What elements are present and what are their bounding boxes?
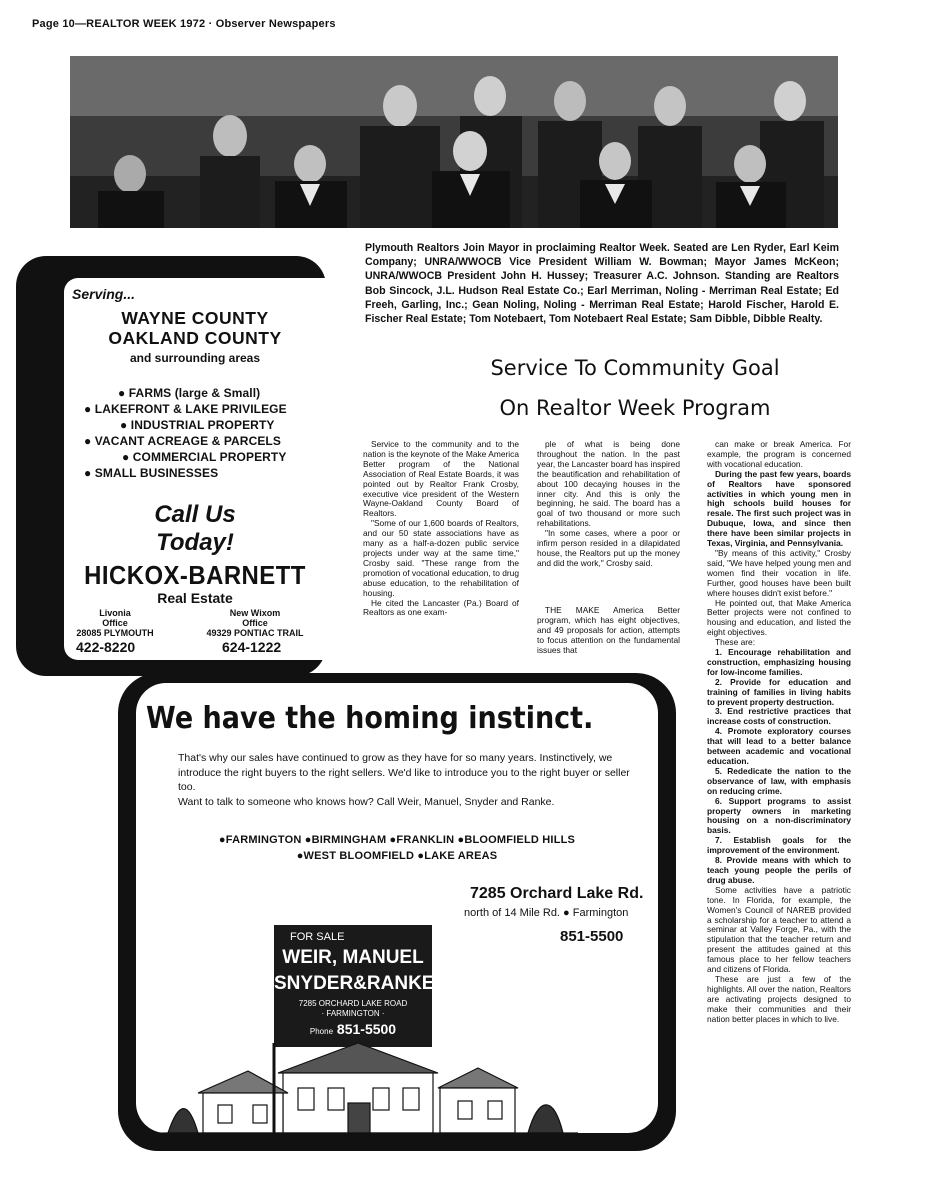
office-livonia-phone: 422-8220 — [76, 639, 136, 655]
photo-caption: Plymouth Realtors Join Mayor in proclaiming Realtor Week. Seated are Len Ryder, Earl Keim Company; UNRA/WWOCB Vice President William W. Bowman; Mayor James McKeon; UNRA/WWOCB President John H. Hussey; Treasurer A.C. Johnson. Standing are Realtors Bob Sincock, J.L. Hudson Real Estate Co.; Earl Merriman, Noling - Merriman Real Estate; Ed Freeh, Garling, Inc.; Gean Noling, Noling - Merriman Real Estate; Harold Fischer, Harold E. Fischer Real Estate; Tom Notebaert, Tom Notebaert Real Estate; Sam Dibble, Dibble Realty. — [365, 242, 839, 326]
ad-serving-label: Serving... — [72, 286, 136, 302]
paragraph: These are: — [715, 637, 756, 648]
paragraph: "Some of our 1,600 boards of Realtors, and our 50 state associations have as many as a half-a-dozen public service projects under way at the same time," Crosby said. "These range from the promotion of vocational education, to drug abuse education, to the rehabilitation of housing. — [363, 518, 519, 598]
article-column-1 — [363, 440, 519, 618]
sign-phone-label: Phone — [309, 1027, 334, 1036]
ad-list-item: ● COMMERCIAL PROPERTY — [122, 450, 287, 464]
sign-line-2: SNYDER&RANKE — [274, 973, 435, 994]
office-address: 49329 PONTIAC TRAIL — [206, 628, 304, 638]
sign-for-sale: FOR SALE — [290, 931, 345, 943]
objective-item: 7. Establish goals for the improvement of the environment. — [707, 835, 851, 856]
office-label: Office — [242, 618, 268, 628]
ad-body-text-2: Want to talk to someone who knows how? Call Weir, Manuel, Snyder and Ranke. — [178, 795, 555, 808]
hickox-barnett-ad — [16, 256, 326, 676]
article-headline-line2: On Realtor Week Program — [499, 396, 771, 420]
office-livonia — [76, 608, 154, 638]
objective-item: 3. End restrictive practices that increase costs of construction. — [707, 706, 851, 727]
office-label: Office — [102, 618, 128, 628]
ad-real-estate: Real Estate — [157, 590, 233, 606]
ad-address-note: north of 14 Mile Rd. ● Farmington — [464, 907, 629, 919]
ad-surrounding: and surrounding areas — [129, 351, 261, 365]
ad-cities-line-1: ●FARMINGTON ●BIRMINGHAM ●FRANKLIN ●BLOOMFIELD HILLS — [218, 834, 576, 846]
sign-address-1: 7285 ORCHARD LAKE ROAD — [298, 999, 408, 1008]
sign-phone-line — [274, 1021, 432, 1037]
ad-call-us: Call Us — [154, 501, 236, 528]
paragraph: During the past few years, boards of Realtors have sponsored activities in which young men in high schools build houses for resale. The first such project was in Dubuque, Iowa, and since then there have been similar projects in Texas, Virginia, and Pennsylvania. — [707, 468, 851, 549]
office-name: New Wixom — [229, 608, 281, 618]
ad-address: 7285 Orchard Lake Rd. — [470, 885, 644, 902]
masthead: Page 10—REALTOR WEEK 1972 · Observer Newspapers — [32, 18, 336, 30]
objective-item: 8. Provide means with which to teach young people the perils of drug abuse. — [707, 855, 851, 885]
weir-manuel-ad — [118, 673, 676, 1151]
ad-list-item: ● LAKEFRONT & LAKE PRIVILEGE — [84, 402, 287, 416]
office-name: Livonia — [99, 608, 131, 618]
ad-panel — [136, 683, 658, 1133]
ad-brand-name: HICKOX-BARNETT — [84, 560, 306, 590]
paragraph: can make or break America. For example, the program is concerned with vocational education. — [707, 439, 851, 469]
objective-item: 4. Promote exploratory courses that will lead to a better balance between academic and vocational education. — [707, 726, 851, 766]
ad-list-item: ● FARMS (large & Small) — [118, 386, 261, 400]
office-address: 28085 PLYMOUTH — [76, 628, 154, 638]
ad-list-item: ● VACANT ACREAGE & PARCELS — [84, 434, 281, 448]
ad-today: Today! — [156, 529, 234, 556]
paragraph: THE MAKE America Better program, which has eight objectives, and 49 proposals for action, attempts to focus attention on the fundamental issues that — [537, 605, 680, 655]
ad-body-text: That's why our sales have continued to grow as they have for so many years. Instinctively, we introduce the right buyers to the right sellers. We'd like to introduce you to the right buyer or seller too. — [178, 752, 630, 793]
sign-line-1: WEIR, MANUEL — [282, 947, 424, 968]
office-new-wixom — [196, 608, 314, 638]
ad-county-2: OAKLAND COUNTY — [108, 328, 282, 348]
group-photo — [70, 56, 838, 228]
ad-county-1: WAYNE COUNTY — [121, 308, 269, 328]
paragraph: He pointed out, that Make America Better projects were not confined to housing and education, and listed the eight objectives. — [707, 597, 851, 638]
article-headline-line1: Service To Community Goal — [490, 356, 780, 380]
ad-panel — [64, 278, 326, 660]
sign-address-2: · FARMINGTON · — [321, 1009, 385, 1018]
article-column-3 — [707, 440, 851, 1024]
ad-body — [178, 751, 638, 809]
ad-list-item: ● INDUSTRIAL PROPERTY — [120, 418, 275, 432]
for-sale-sign — [274, 925, 435, 1047]
office-wixom-phone: 624-1222 — [222, 639, 282, 655]
ad-headline: We have the homing instinct. — [146, 701, 594, 736]
paragraph: He cited the Lancaster (Pa.) Board of Realtors as one exam- — [363, 597, 519, 618]
ad-list-item: ● SMALL BUSINESSES — [84, 466, 219, 480]
paragraph: "In some cases, where a poor or infirm person resided in a dilapidated house, the Realtors put up the money and did the work," Crosby said. — [537, 528, 680, 568]
ad-phone: 851-5500 — [560, 928, 624, 945]
objective-item: 1. Encourage rehabilitation and construction, emphasizing housing for low-income families. — [707, 647, 851, 677]
paragraph: Service to the community and to the nation is the keynote of the Make America Better program of the National Association of Real Estate Boards, it was pointed out by Realtor Frank Crosby, executive vice president of the Western Wayne-Oakland County Board of Realtors. — [363, 439, 519, 519]
ad-cities-line-2: ●WEST BLOOMFIELD ●LAKE AREAS — [296, 850, 498, 862]
photo-illustration — [70, 56, 838, 228]
paragraph: Some activities have a patriotic tone. In Florida, for example, the Women's Council of NAREB provided a scholarship for a teacher to attend a seminar at Valley Forge, Pa., with the stipulation that the teacher return and present the attitudes gained at this famous place to her fellow teachers and citizens of Florida. — [707, 884, 851, 975]
paragraph: These are just a few of the highlights. All over the nation, Realtors are activating projects designed to make their communities and their nation better places in which to live. — [707, 973, 851, 1024]
paragraph: ple of what is being done throughout the nation. In the past year, the Lancaster board has inspired the beautification and rehabilitation of about 100 decaying houses in the inner city. And this is only the beginning, he said. The board has a goal of two thousand or more such rehabilitations. — [537, 439, 680, 529]
paragraph: "By means of this activity," Crosby said, "We have helped young men and women find their vocation in life. Further, good houses have been built where houses didn't exist before." — [707, 547, 851, 598]
article-column-2 — [537, 440, 680, 569]
objective-item: 2. Provide for education and training of families in living habits to prevent property destruction. — [707, 676, 851, 707]
sign-phone: 851-5500 — [336, 1021, 397, 1037]
article-column-2-continued — [537, 606, 680, 656]
objective-item: 6. Support programs to assist property owners in marketing housing on a non-discriminatory basis. — [707, 795, 851, 836]
house-illustration — [158, 1043, 578, 1133]
objective-item: 5. Rededicate the nation to the observance of law, with emphasis on reducing crime. — [707, 765, 851, 796]
